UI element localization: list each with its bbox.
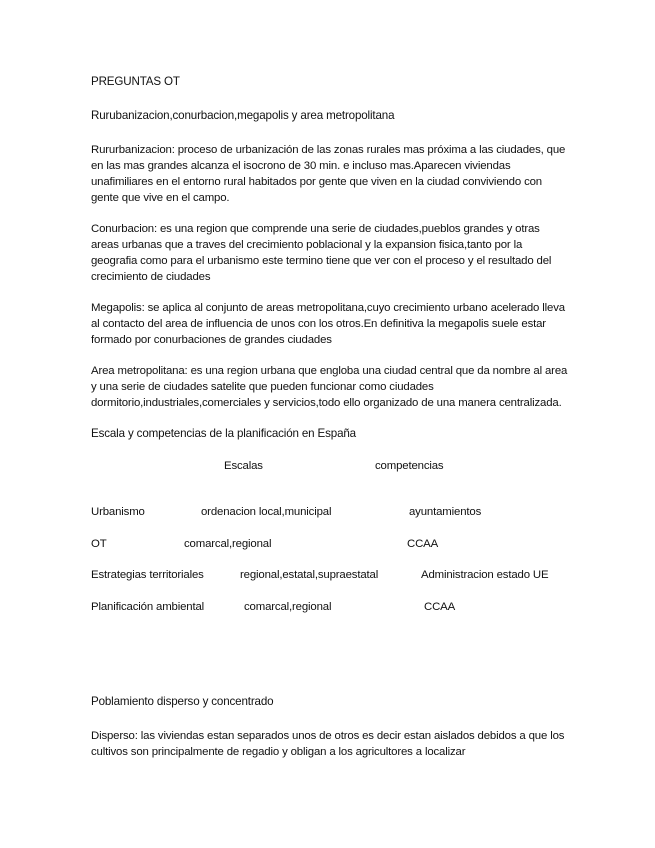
table-row bbox=[91, 599, 569, 615]
definition-rururbanizacion: Rururbanizacion: proceso de urbanización de las zonas rurales mas próxima a las ciudades, que en las mas grandes alcanza el isocrono de 30 min. e incluso mas.Aparecen viviendas unafimiliares en el entorno rural habitados por gente que viven en la ciudad conviviendo con gente que vive en el campo. bbox=[91, 144, 566, 204]
row-name: OT bbox=[91, 538, 107, 550]
section-heading-poblamiento: Poblamiento disperso y concentrado bbox=[91, 695, 274, 708]
scale-table-header bbox=[91, 458, 569, 474]
definition-area-metropolitana: Area metropolitana: es una region urbana que engloba una ciudad central que da nombre al area y una serie de ciudades satelite que pueden funcionar como ciudades dormitorio,industriales,comerciales y servicios,todo ello organizado de una manera centralizada. bbox=[91, 365, 568, 409]
row-name: Urbanismo bbox=[91, 506, 145, 518]
row-name: Estrategias territoriales bbox=[91, 569, 204, 581]
document-body bbox=[91, 74, 569, 760]
row-scale: comarcal,regional bbox=[184, 538, 272, 550]
row-competence: CCAA bbox=[407, 538, 439, 550]
table-header-competencias: competencias bbox=[375, 460, 444, 472]
table-header-escalas: Escalas bbox=[224, 460, 263, 472]
row-scale: ordenacion local,municipal bbox=[201, 506, 332, 518]
row-competence: CCAA bbox=[424, 601, 456, 613]
table-row bbox=[91, 567, 569, 583]
document-title: PREGUNTAS OT bbox=[91, 75, 180, 88]
table-row bbox=[91, 504, 569, 520]
table-row bbox=[91, 536, 569, 552]
row-competence: ayuntamientos bbox=[409, 506, 482, 518]
section-heading-urbanization: Rurubanizacion,conurbacion,megapolis y area metropolitana bbox=[91, 109, 395, 122]
section-heading-planning-scale: Escala y competencias de la planificación en España bbox=[91, 427, 356, 440]
row-scale: regional,estatal,supraestatal bbox=[240, 569, 379, 581]
definition-disperso: Disperso: las viviendas estan separados unos de otros es decir estan aislados debidos a que los cultivos son principalmente de regadio y obligan a los agricultores a localizar bbox=[91, 730, 565, 758]
definition-conurbacion: Conurbacion: es una region que comprende una serie de ciudades,pueblos grandes y otras areas urbanas que a traves del crecimiento poblacional y la expansion fisica,tanto por la geografia como para el urbanismo este termino tiene que ver con el proceso y el resultado del crecimiento de ciudades bbox=[91, 223, 552, 283]
row-name: Planificación ambiental bbox=[91, 601, 205, 613]
row-competence: Administracion estado UE bbox=[421, 569, 549, 581]
row-scale: comarcal,regional bbox=[244, 601, 332, 613]
definition-megapolis: Megapolis: se aplica al conjunto de areas metropolitana,cuyo crecimiento urbano acelerado lleva al contacto del area de influencia de unos con los otros.En definitiva la megapolis suele estar formado por conurbaciones de grandes ciudades bbox=[91, 302, 565, 346]
